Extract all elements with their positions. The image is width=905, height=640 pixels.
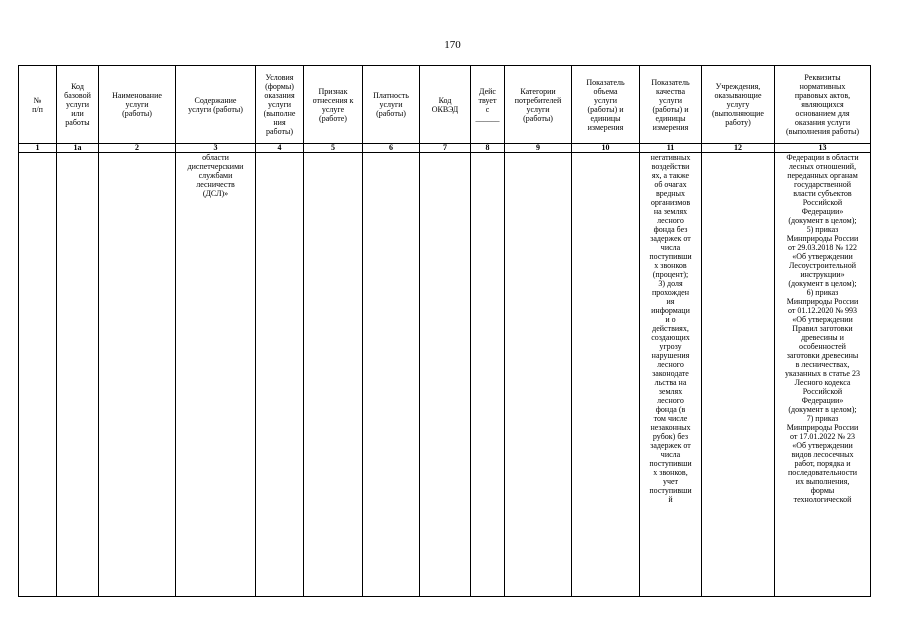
header-valid-from: Дейс твует с ______ — [471, 66, 505, 144]
column-number: 1а — [57, 144, 99, 153]
column-number: 9 — [505, 144, 572, 153]
header-service-content: Содержание услуги (работы) — [176, 66, 256, 144]
cell-legal-acts: Федерации в области лесных отношений, переданных органам государственной власти субъектов Российской Федерации» (документ в целом); 5) приказ Минприроды России от 29.03.2018 № 122 «Об утверждении Лесоустроительной инструкции» (документ в целом); 6) приказ Минприроды России от 01.12.2020 № 993 «Об утверждении Правил заготовки древесины и особенностей заготовки древесины в лесничествах, указанных в статье 23 Лесного кодекса Российской Федерации» (документ в целом); 7) приказ Минприроды России от 17.01.2022 № 23 «Об утверждении видов лесосечных работ, порядка и последовательности их выполнения, формы технологической — [775, 153, 871, 597]
header-number: № п/п — [19, 66, 57, 144]
services-table — [18, 65, 871, 597]
page-number: 170 — [444, 39, 461, 51]
cell-institutions — [702, 153, 775, 597]
cell-consumer-categories — [505, 153, 572, 597]
cell-number — [19, 153, 57, 597]
column-number: 6 — [363, 144, 420, 153]
header-okved: Код ОКВЭД — [420, 66, 471, 144]
header-consumer-categories: Категории потребителей услуги (работы) — [505, 66, 572, 144]
column-number: 10 — [572, 144, 640, 153]
header-row — [19, 66, 871, 144]
column-number: 5 — [304, 144, 363, 153]
cell-attribute — [304, 153, 363, 597]
cell-base-code — [57, 153, 99, 597]
column-number: 7 — [420, 144, 471, 153]
header-volume-indicator: Показатель объема услуги (работы) и единицы измерения — [572, 66, 640, 144]
cell-okved — [420, 153, 471, 597]
header-attribute: Признак отнесения к услуге (работе) — [304, 66, 363, 144]
cell-service-name — [99, 153, 176, 597]
cell-valid-from — [471, 153, 505, 597]
column-numbers-row — [19, 144, 871, 153]
header-base-code: Код базовой услуги или работы — [57, 66, 99, 144]
column-number: 3 — [176, 144, 256, 153]
column-number: 4 — [256, 144, 304, 153]
cell-quality-indicator: негативных воздействи ях, а также об очагах вредных организмов на землях лесного фонда без задержек от числа поступивши х звонков (процент); 3) доля прохожден ия информаци и о действиях, создающих угрозу нарушения лесного законодате льства на землях лесного фонда (в том числе незаконных рубок) без задержек от числа поступивши х звонков, учет поступивши й — [640, 153, 702, 597]
column-number: 1 — [19, 144, 57, 153]
column-number: 2 — [99, 144, 176, 153]
column-number: 8 — [471, 144, 505, 153]
column-number: 11 — [640, 144, 702, 153]
cell-volume-indicator — [572, 153, 640, 597]
header-quality-indicator: Показатель качества услуги (работы) и единицы измерения — [640, 66, 702, 144]
column-number: 13 — [775, 144, 871, 153]
cell-conditions — [256, 153, 304, 597]
cell-payment — [363, 153, 420, 597]
header-conditions: Условия (формы) оказания услуги (выполне ния работы) — [256, 66, 304, 144]
header-institutions: Учреждения, оказывающие услугу (выполняющие работу) — [702, 66, 775, 144]
header-service-name: Наименование услуги (работы) — [99, 66, 176, 144]
column-number: 12 — [702, 144, 775, 153]
header-payment: Платность услуги (работы) — [363, 66, 420, 144]
header-legal-acts: Реквизиты нормативных правовых актов, являющихся основанием для оказания услуги (выполнения работы) — [775, 66, 871, 144]
table-row — [19, 153, 871, 597]
cell-service-content: области диспетчерскими службами лесничеств (ДСЛ)» — [176, 153, 256, 597]
